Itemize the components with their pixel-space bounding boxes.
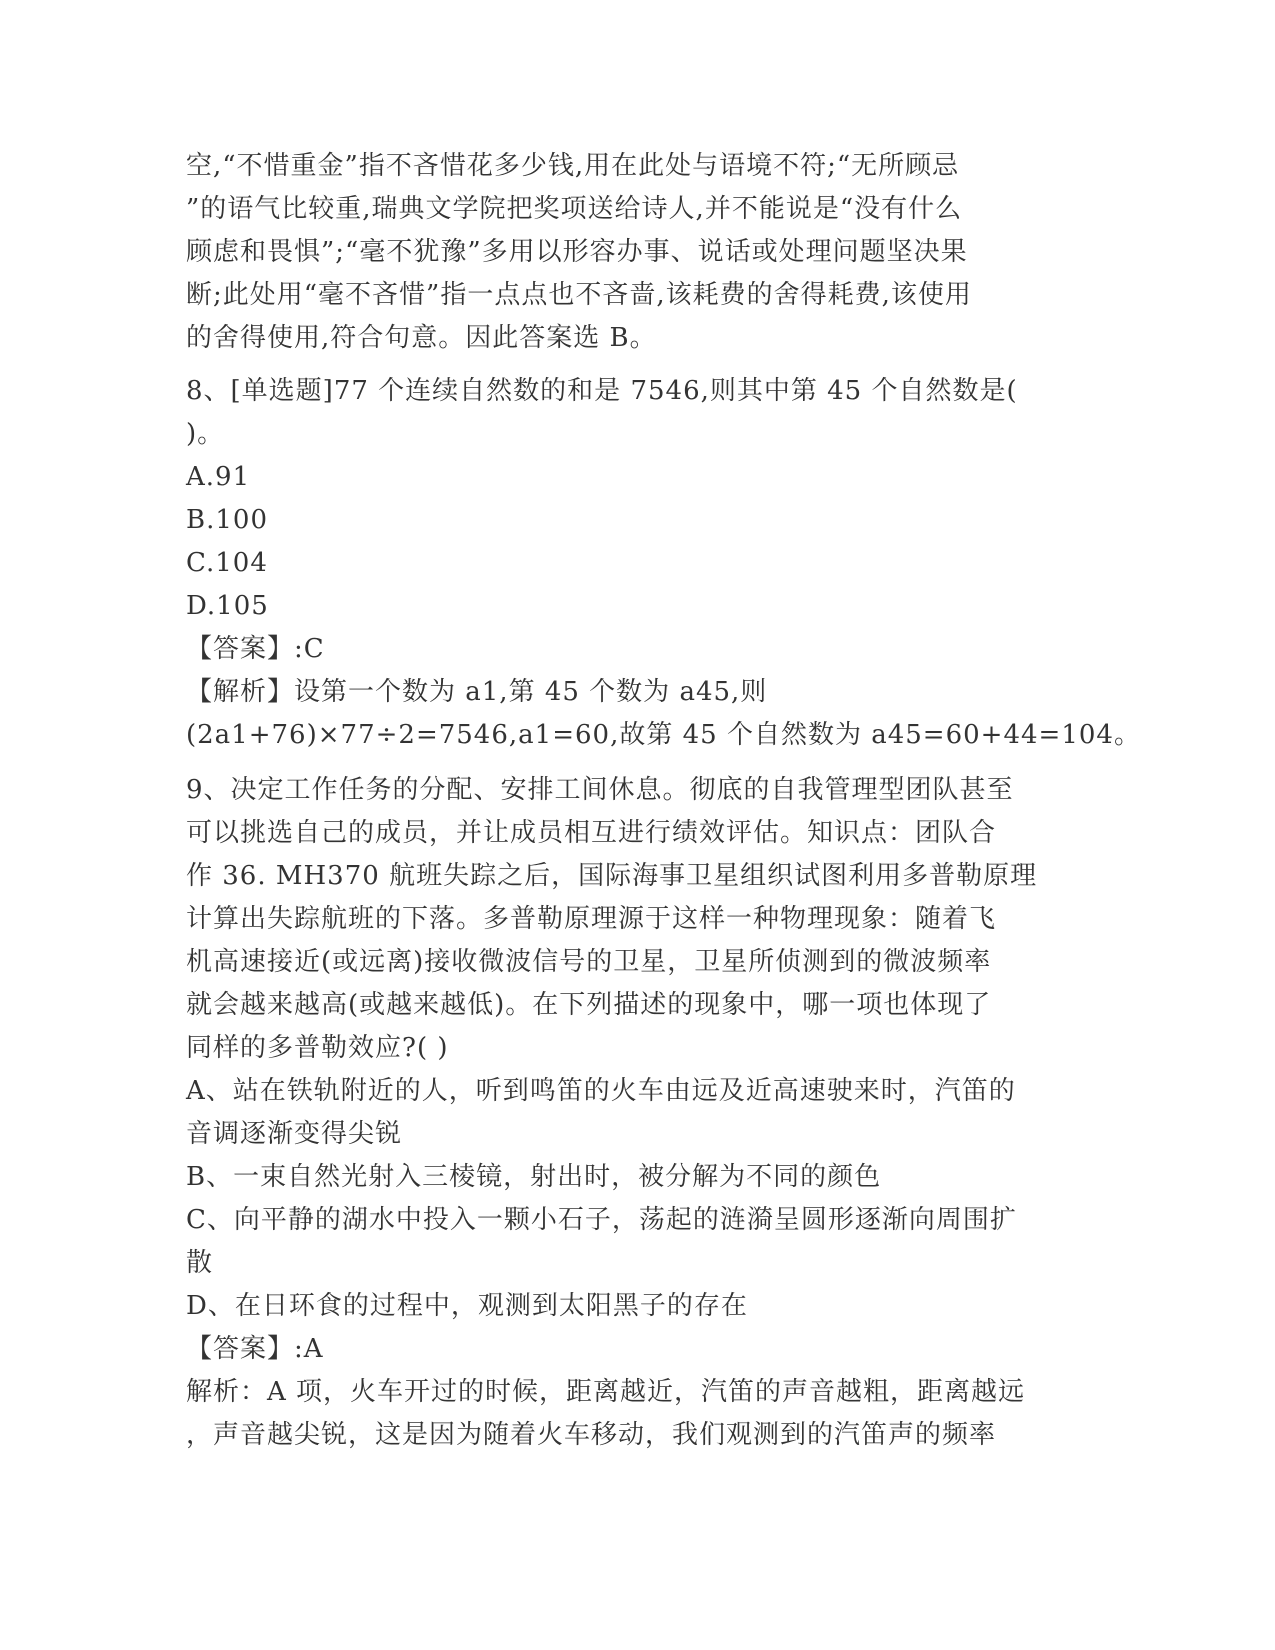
option-c: C.104 [186,548,268,578]
option-a-cont: 音调逐渐变得尖锐 [186,1119,403,1149]
answer-line: 【答案】:C [186,634,325,664]
option-a: A、站在铁轨附近的人，听到鸣笛的火车由远及近高速驶来时，汽笛的 [186,1076,1016,1106]
option-d: D.105 [186,591,269,621]
text-line: 顾虑和畏惧”;“毫不犹豫”多用以形容办事、说话或处理问题坚决果 [186,237,968,267]
option-b: B、一束自然光射入三棱镜，射出时，被分解为不同的颜色 [186,1162,882,1192]
analysis-line: 解析：A 项，火车开过的时候，距离越近，汽笛的声音越粗，距离越远 [186,1377,1026,1407]
analysis-line: ，声音越尖锐，这是因为随着火车移动，我们观测到的汽笛声的频率 [186,1420,997,1450]
text-line: ”的语气比较重,瑞典文学院把奖项送给诗人,并不能说是“没有什么 [186,194,963,224]
analysis-line: (2a1+76)×77÷2=7546,a1=60,故第 45 个自然数为 a45=60+44=104。 [186,720,1141,750]
question-text: 计算出失踪航班的下落。多普勒原理源于这样一种物理现象：随着飞 [186,904,997,934]
question-text: 8、[单选题]77 个连续自然数的和是 7546,则其中第 45 个自然数是( [186,376,1018,406]
question-8 [186,370,1141,757]
option-c: C、向平静的湖水中投入一颗小石子，荡起的涟漪呈圆形逐渐向周围扩 [186,1205,1017,1235]
option-a: A.91 [186,462,251,492]
answer-line: 【答案】:A [186,1334,324,1364]
question-9 [186,769,1096,1457]
text-line: 空,“不惜重金”指不吝惜花多少钱,用在此处与语境不符;“无所顾忌 [186,151,960,181]
question-text: 作 36. MH370 航班失踪之后，国际海事卫星组织试图利用多普勒原理 [186,861,1038,891]
question-text: 就会越来越高(或越来越低)。在下列描述的现象中，哪一项也体现了 [186,990,992,1020]
text-line: 的舍得使用,符合句意。因此答案选 B。 [186,323,657,353]
question-text: 同样的多普勒效应?( ) [186,1033,449,1063]
text-line: 断;此处用“毫不吝惜”指一点点也不吝啬,该耗费的舍得耗费,该使用 [186,280,972,310]
option-b: B.100 [186,505,268,535]
analysis-line: 【解析】设第一个数为 a1,第 45 个数为 a45,则 [186,677,768,707]
option-d: D、在日环食的过程中，观测到太阳黑子的存在 [186,1291,748,1321]
prev-analysis-block [186,145,1096,360]
question-text: 机高速接近(或远离)接收微波信号的卫星，卫星所侦测到的微波频率 [186,947,992,977]
document-page [186,145,1141,1457]
question-text: 9、决定工作任务的分配、安排工间休息。彻底的自我管理型团队甚至 [186,775,1014,805]
question-text: )。 [186,419,225,449]
question-text: 可以挑选自己的成员，并让成员相互进行绩效评估。知识点：团队合 [186,818,997,848]
option-c-cont: 散 [186,1248,214,1278]
